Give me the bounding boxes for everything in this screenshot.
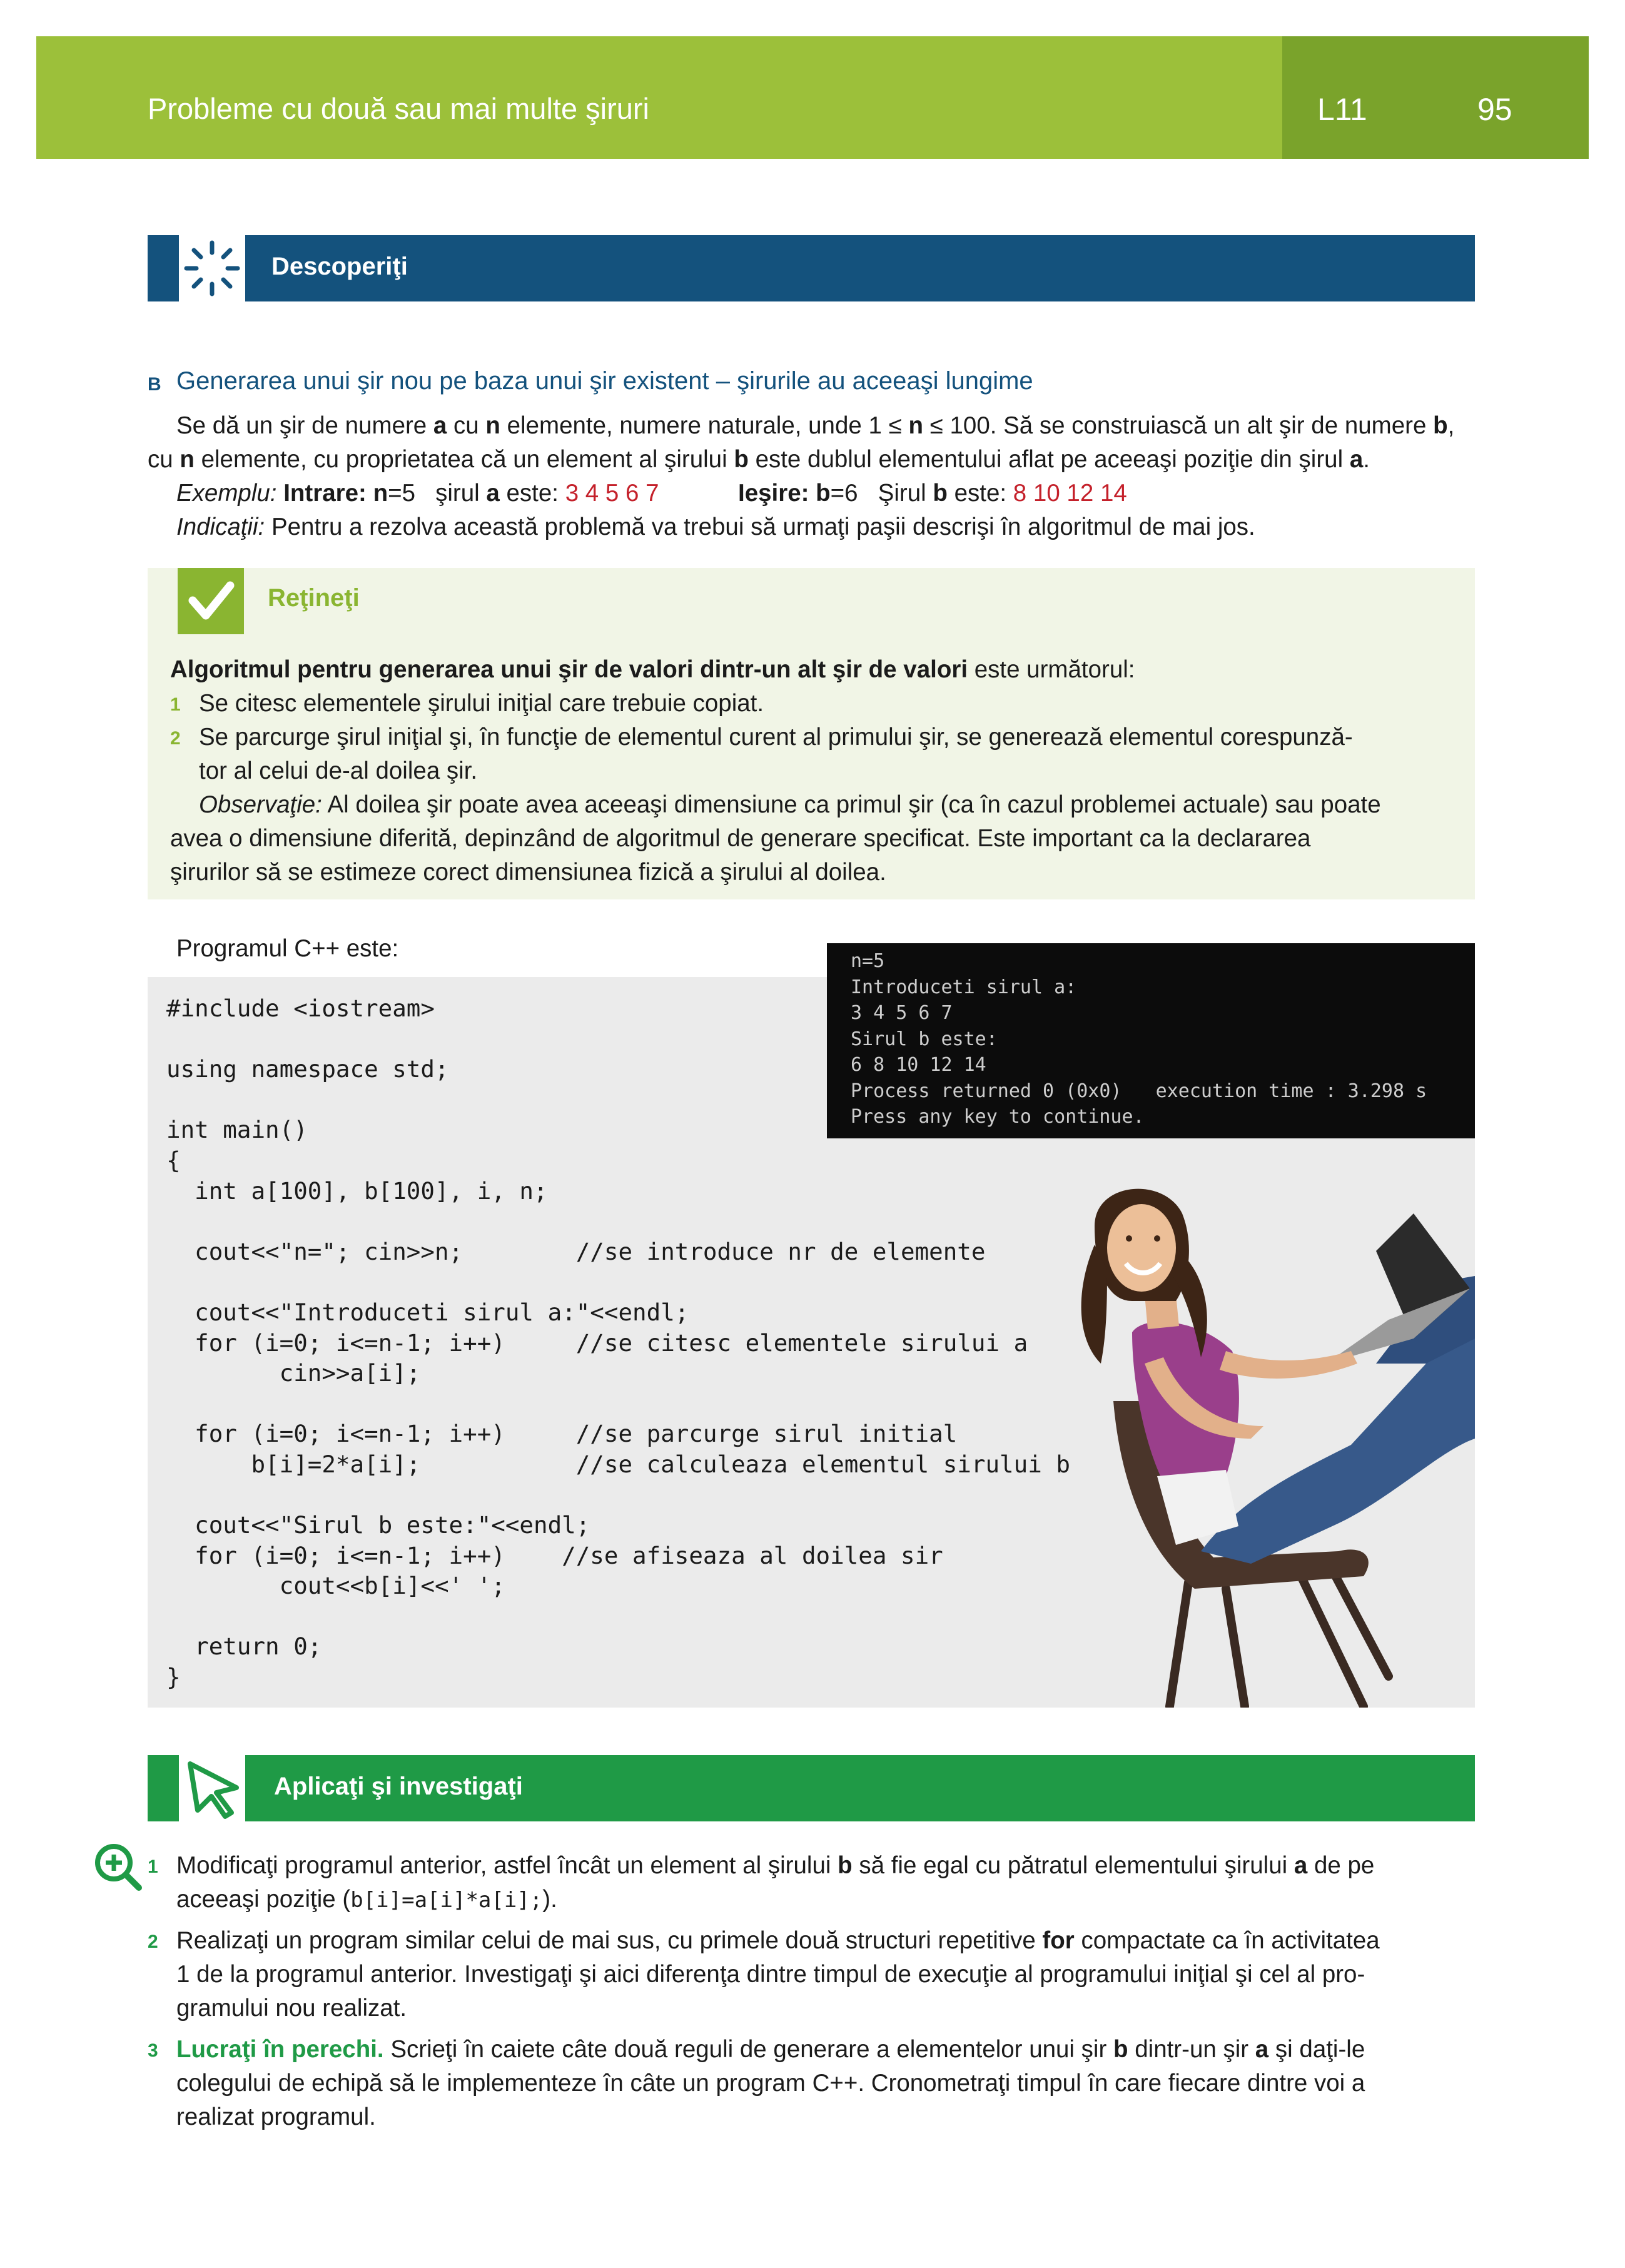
text: elemente, numere naturale, unde 1 ≤ [500,412,909,439]
text: să fie egal cu pătratul elementului şirului [852,1852,1294,1879]
hint-line [176,510,1255,544]
exercise-2-line-1 [176,1924,1380,1958]
code-line: for (i=0; i<=n-1; i++) //se afiseaza al doilea sir [166,1541,943,1569]
text: este: [947,480,1013,507]
discover-section-bar [148,235,1475,301]
exercise-2-line-2: 1 de la programul anterior. Investigaţi şi aici diferenţa dintre timpul de execuţie al programului iniţial şi cel al pro- [176,1961,1365,1988]
checkmark-icon [178,568,244,634]
step-text: Se parcurge şirul iniţial şi, în funcţie de elementul curent al primului şir, se generează elementul corespunză- [199,724,1353,751]
exercise-number: 3 [148,2040,158,2061]
program-label: Programul C++ este: [176,935,399,962]
code-line: for (i=0; i<=n-1; i++) //se parcurge sirul initial [166,1420,958,1448]
discover-bar-lead [148,235,179,301]
discover-icon-box [179,235,245,301]
code-line: cout<<"Sirul b este:"<<endl; [166,1511,590,1539]
code-line [166,1601,1070,1632]
text: de pe [1307,1852,1375,1879]
n-value: =5 [388,480,415,507]
code-line: int a[100], b[100], i, n; [166,1177,548,1205]
student-with-laptop-photo [1038,1176,1475,1708]
var-a: a [1349,446,1364,473]
code-line [166,1267,1070,1297]
discover-title: Descoperiţi [271,253,408,280]
observation-label: Observaţie: [199,791,322,818]
text: Modificaţi programul anterior, astfel încât un element al şirului [176,1852,838,1879]
problem-text-line-2 [148,443,1370,477]
code-line: b[i]=2*a[i]; //se calculeaza elementul sirului b [166,1450,1070,1478]
text: Realizaţi un program similar celui de mai sus, cu primele două structuri repetitive [176,1927,1043,1954]
code-line: } [166,1663,181,1691]
observation-line-1 [199,788,1381,822]
text: cu [447,412,486,439]
code-line: for (i=0; i<=n-1; i++) //se citesc elementele sirului a [166,1329,1028,1357]
input-values: 3 4 5 6 7 [565,480,659,507]
output-values: 8 10 12 14 [1013,480,1127,507]
var-b: b [838,1852,853,1879]
example-line [176,477,659,510]
exercise-number: 1 [148,1856,158,1877]
apply-title: Aplicaţi şi investigaţi [274,1773,523,1800]
code-line: #include <iostream> [166,995,435,1022]
step-number: 1 [170,694,181,715]
problem-letter: B [148,374,161,395]
text: este dublul elementului aflat pe aceeaşi poziţie din şirul [748,446,1350,473]
console-line: Sirul b este: [851,1028,998,1050]
sunburst-icon [179,235,245,301]
code-line [166,1480,1070,1511]
exercise-1-line-2 [176,1883,557,1917]
code-line: { [166,1146,181,1174]
discover-bar-fill [245,235,1475,301]
text: şirul [435,480,487,507]
hint-text: Pentru a rezolva această problemă va trebui să urmaţi paşii descrişi în algoritmul de mai jos. [265,514,1255,540]
code-line: using namespace std; [166,1055,449,1083]
text: dintr-un şir [1128,2036,1255,2063]
example-output [738,477,1127,510]
var-b: b [1433,412,1448,439]
code-line: return 0; [166,1633,322,1661]
var-b: b [734,446,749,473]
var-b: b [816,480,831,507]
apply-bar-lead [148,1755,179,1821]
var-n: n [180,446,195,473]
exercise-3-line-3: realizat programul. [176,2103,376,2130]
example-label: Exemplu: [176,480,277,507]
var-n: n [908,412,923,439]
output-label: Ieşire: [738,480,809,507]
text: ). [542,1886,557,1913]
observation-line-2: avea o dimensiune diferită, depinzând de algoritmul de generare specificat. Este important ca la declararea [170,825,1311,852]
lesson-number: L11 [1317,92,1367,127]
text: aceeaşi poziţie ( [176,1886,351,1913]
code-line [166,1389,1070,1419]
step-text: Se citesc elementele şirului iniţial care trebuie copiat. [199,690,764,717]
var-n: n [485,412,500,439]
hint-label: Indicaţii: [176,514,265,540]
code-line [166,1206,1070,1237]
console-output [851,948,1427,1130]
text: . [1363,446,1370,473]
code-line: cout<<"Introduceti sirul a:"<<endl; [166,1298,689,1326]
text: este: [499,480,565,507]
text: Se dă un şir de numere [176,412,433,439]
code-line: int main() [166,1116,308,1144]
exercise-number: 2 [148,1931,158,1952]
exercise-1-line-1 [176,1849,1374,1883]
text: şi daţi-le [1268,2036,1365,2063]
apply-section-bar [148,1755,1475,1821]
code-line: cin>>a[i]; [166,1359,421,1387]
console-line: Process returned 0 (0x0) execution time : 3.298 s [851,1080,1427,1102]
text: cu [148,446,180,473]
exercise-3-line-2: colegului de echipă să le implementeze în câte un program C++. Cronometraţi timpul în care fiecare dintre voi a [176,2070,1365,2097]
var-a: a [486,480,500,507]
apply-icon-box [179,1755,245,1821]
text: Şirul [878,480,933,507]
text: , [1447,412,1455,439]
chapter-title: Probleme cu două sau mai multe şiruri [148,92,649,125]
step-number: 2 [170,728,181,749]
exercise-3-line-1 [176,2033,1365,2067]
var-a: a [1293,1852,1308,1879]
observation-line-3: şirurilor să se estimeze corect dimensiunea fizică a şirului al doilea. [170,859,886,886]
text: elemente, cu proprietatea că un element al şirului [194,446,734,473]
remember-title: Reţineţi [268,584,360,612]
console-line: n=5 [851,950,885,972]
b-value: =6 [830,480,858,507]
code-line: cout<<"n="; cin>>n; //se introduce nr de elemente [166,1237,986,1265]
intro-bold: Algoritmul pentru generarea unui şir de valori dintr-un alt şir de valori [170,656,968,683]
zoom-in-icon [93,1841,143,1891]
var-n: n [373,480,388,507]
var-b: b [1113,2036,1128,2063]
problem-text-line-1 [176,409,1454,443]
input-label: Intrare: [283,480,367,507]
pair-work-label: Lucraţi în perechi. [176,2036,384,2063]
console-line: Introduceti sirul a: [851,976,1077,998]
problem-heading: Generarea unui şir nou pe baza unui şir existent – şirurile au aceeaşi lungime [176,367,1033,395]
step-text-cont: tor al celui de-al doilea şir. [199,757,478,784]
var-b: b [933,480,948,507]
console-line: 6 8 10 12 14 [851,1054,986,1076]
exercise-2-line-3: gramului nou realizat. [176,1995,407,2022]
inline-code: b[i]=a[i]*a[i]; [350,1888,543,1913]
remember-icon-box [178,568,244,634]
page-number: 95 [1477,92,1512,127]
var-a: a [1255,2036,1269,2063]
code-line: cout<<b[i]<<' '; [166,1572,505,1600]
text: Scrieţi în caiete câte două reguli de generare a elementelor unui şir [383,2036,1113,2063]
text: compactate ca în activitatea [1074,1927,1380,1954]
var-a: a [433,412,447,439]
intro-rest: este următorul: [968,656,1135,683]
keyword-for: for [1042,1927,1075,1954]
console-line: Press any key to continue. [851,1106,1145,1128]
text: ≤ 100. Să se construiască un alt şir de numere [923,412,1434,439]
text: Al doilea şir poate avea aceeaşi dimensiune ca primul şir (ca în cazul problemei actuale) sau poate [321,791,1381,818]
algorithm-intro [170,653,1135,687]
cursor-arrow-icon [179,1755,245,1821]
console-line: 3 4 5 6 7 [851,1002,953,1024]
